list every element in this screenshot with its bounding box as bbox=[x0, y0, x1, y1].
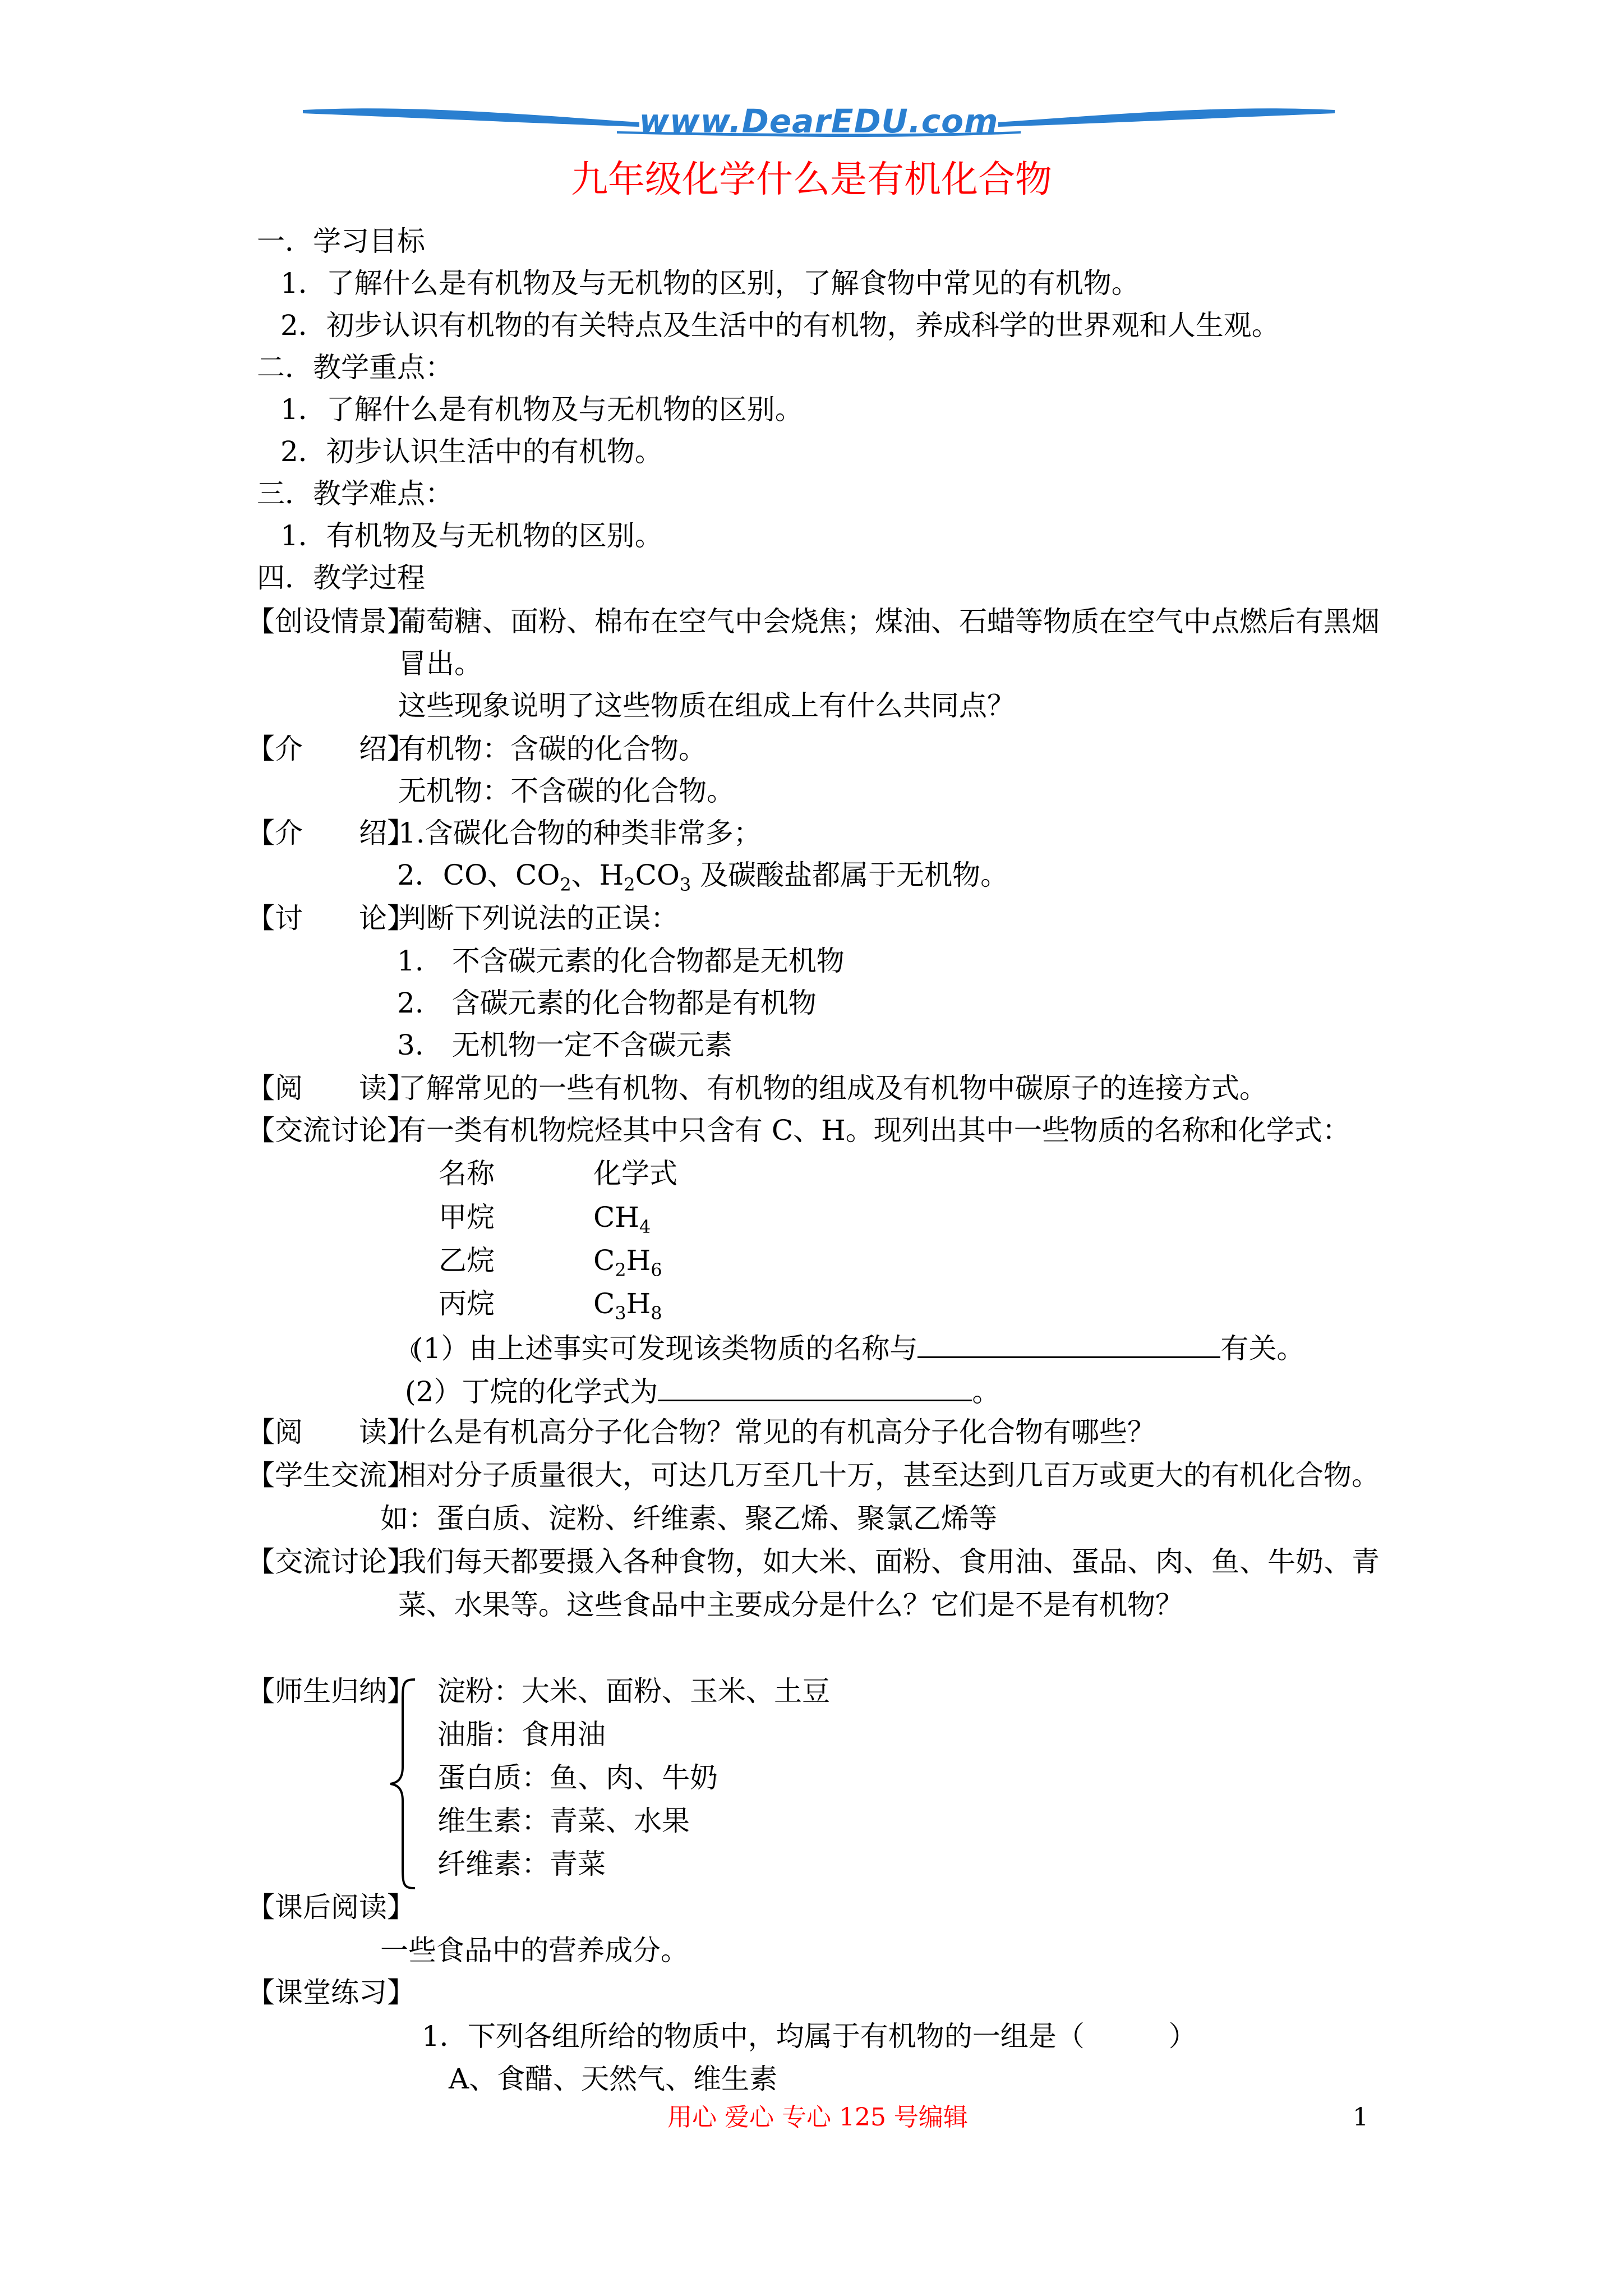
tag-summary: 【师生归纳】 bbox=[247, 1675, 415, 1708]
scenario-line-2: 冒出。 bbox=[398, 647, 482, 680]
tag-reading-2: 【阅 读】 bbox=[247, 1416, 415, 1448]
discussion-item-1: 1. 不含碳元素的化合物都是无机物 bbox=[397, 945, 845, 977]
exchange-1-line-1: 有一类有机物烷烃其中只含有 C、H。现列出其中一些物质的名称和化学式： bbox=[398, 1114, 1350, 1147]
student-exchange-line-2: 如：蛋白质、淀粉、纤维素、聚乙烯、聚氯乙烯等 bbox=[380, 1502, 997, 1535]
footer-text: 用心 爱心 专心 125 号编辑 bbox=[667, 2103, 968, 2132]
summary-item: 油脂：食用油 bbox=[437, 1718, 606, 1751]
summary-item: 淀粉：大米、面粉、玉米、土豆 bbox=[437, 1675, 830, 1708]
table-row-3-formula: $C_3H_8$ bbox=[593, 1287, 662, 1324]
tag-discussion: 【讨 论】 bbox=[247, 902, 415, 935]
table-row-1-formula: $CH_4$ bbox=[593, 1201, 651, 1237]
introduce-2-line-1: 1.含碳化合物的种类非常多； bbox=[398, 817, 762, 849]
curly-brace-icon bbox=[387, 1677, 421, 1890]
exercise-option-a: A、食醋、天然气、维生素 bbox=[449, 2063, 778, 2095]
question-2: (2）丁烷的化学式为 。 bbox=[405, 1373, 1000, 1409]
page-number: 1 bbox=[1353, 2103, 1368, 2132]
discussion-item-3: 3. 无机物一定不含碳元素 bbox=[397, 1029, 732, 1061]
table-row-3-name: 丙烷 bbox=[439, 1287, 495, 1320]
exchange-2-line-1: 我们每天都要摄入各种食物，如大米、面粉、食用油、蛋品、肉、鱼、牛奶、青 bbox=[398, 1545, 1380, 1578]
page-title: 九年级化学什么是有机化合物 bbox=[571, 158, 1052, 201]
introduce-1-line-2: 无机物：不含碳的化合物。 bbox=[398, 775, 735, 807]
introduce-1-line-1: 有机物：含碳的化合物。 bbox=[398, 733, 707, 765]
question-1-prefix: （ bbox=[399, 1340, 418, 1361]
key-point-item-2: 2．初步认识生活中的有机物。 bbox=[280, 435, 663, 468]
tag-reading-1: 【阅 读】 bbox=[247, 1072, 415, 1105]
scenario-line-3: 这些现象说明了这些物质在组成上有什么共同点？ bbox=[398, 689, 1015, 722]
site-url[interactable]: www.DearEDU.com bbox=[639, 102, 999, 140]
question-1: (1）由上述事实可发现该类物质的名称与 有关。 bbox=[412, 1329, 1304, 1365]
objective-item-2: 2．初步认识有机物的有关特点及生活中的有机物，养成科学的世界观和人生观。 bbox=[280, 309, 1280, 342]
key-point-item-1: 1．了解什么是有机物及与无机物的区别。 bbox=[280, 393, 803, 426]
tag-exchange-2: 【交流讨论】 bbox=[247, 1545, 415, 1578]
exchange-2-line-2: 菜、水果等。这些食品中主要成分是什么？它们是不是有机物？ bbox=[398, 1589, 1183, 1621]
discussion-item-2: 2. 含碳元素的化合物都是有机物 bbox=[397, 987, 817, 1019]
introduce-2-line-2: 2．CO、$CO_2$、$H_2CO_3$ 及碳酸盐都属于无机物。 bbox=[397, 859, 1009, 895]
table-header-formula: 化学式 bbox=[593, 1157, 677, 1190]
student-exchange-line-1: 相对分子质量很大，可达几万至几十万，甚至达到几百万或更大的有机化合物。 bbox=[398, 1459, 1380, 1492]
tag-student-exchange: 【学生交流】 bbox=[247, 1459, 415, 1492]
summary-item: 纤维素：青菜 bbox=[437, 1848, 606, 1880]
difficulty-item-1: 1．有机物及与无机物的区别。 bbox=[280, 519, 663, 552]
site-banner bbox=[303, 99, 1335, 149]
tag-scenario: 【创设情景】 bbox=[247, 605, 415, 638]
table-row-1-name: 甲烷 bbox=[439, 1201, 495, 1234]
answer-blank-1[interactable] bbox=[917, 1329, 1220, 1358]
tag-after-class-reading: 【课后阅读】 bbox=[247, 1891, 415, 1924]
tag-introduce-1: 【介 绍】 bbox=[247, 733, 415, 765]
scenario-line-1: 葡萄糖、面粉、棉布在空气中会烧焦；煤油、石蜡等物质在空气中点燃后有黑烟 bbox=[398, 605, 1380, 638]
summary-item: 蛋白质：鱼、肉、牛奶 bbox=[437, 1761, 718, 1794]
section-heading-process: 四．教学过程 bbox=[257, 562, 425, 594]
table-row-2-name: 乙烷 bbox=[439, 1244, 495, 1277]
table-header-name: 名称 bbox=[439, 1157, 495, 1190]
discussion-intro: 判断下列说法的正误： bbox=[398, 902, 679, 935]
section-heading-objectives: 一．学习目标 bbox=[257, 225, 425, 257]
tag-exchange-1: 【交流讨论】 bbox=[247, 1114, 415, 1147]
exercise-question-1: 1．下列各组所给的物质中，均属于有机物的一组是（ ） bbox=[422, 2020, 1197, 2053]
reading-1-line-1: 了解常见的一些有机物、有机物的组成及有机物中碳原子的连接方式。 bbox=[398, 1072, 1267, 1105]
section-heading-difficulties: 三．教学难点： bbox=[257, 477, 453, 510]
reading-2-line-1: 什么是有机高分子化合物？常见的有机高分子化合物有哪些？ bbox=[398, 1416, 1155, 1448]
table-row-2-formula: $C_2H_6$ bbox=[593, 1244, 662, 1281]
after-class-reading-line: 一些食品中的营养成分。 bbox=[380, 1934, 689, 1967]
objective-item-1: 1．了解什么是有机物及与无机物的区别，了解食物中常见的有机物。 bbox=[280, 267, 1140, 300]
section-heading-key-points: 二．教学重点： bbox=[257, 351, 453, 384]
answer-blank-2[interactable] bbox=[658, 1373, 972, 1401]
summary-item: 维生素：青菜、水果 bbox=[437, 1805, 690, 1837]
tag-classroom-exercise: 【课堂练习】 bbox=[247, 1976, 415, 2009]
tag-introduce-2: 【介 绍】 bbox=[247, 817, 415, 849]
